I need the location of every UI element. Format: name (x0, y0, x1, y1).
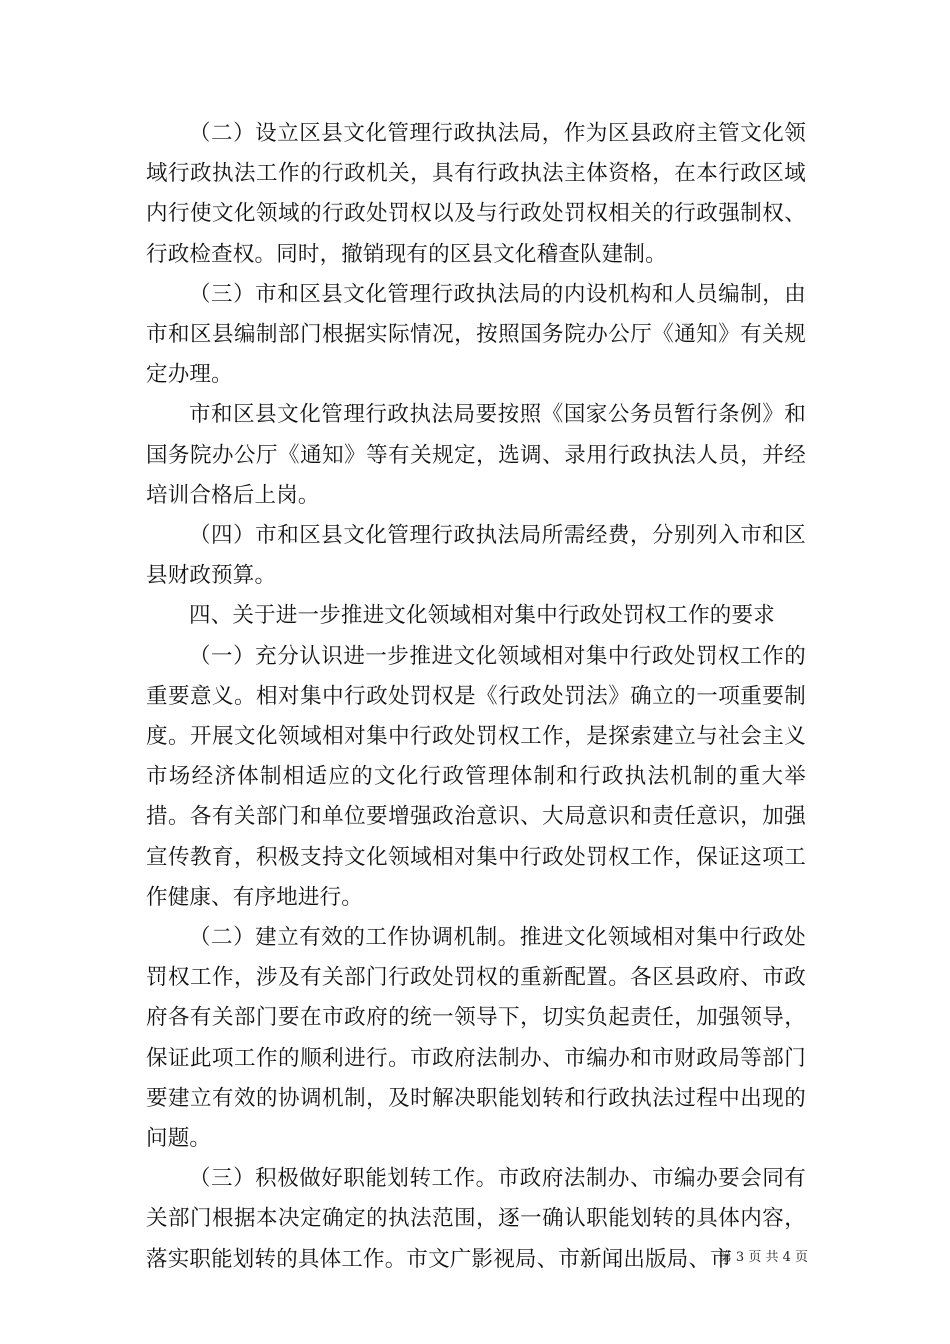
page-number: 第 3 页 共 4 页 (718, 1250, 808, 1265)
paragraph-coordination: （二）建立有效的工作协调机制。推进文化领域相对集中行政处罚权工作，涉及有关部门行政处罚权的重新配置。各区县政府、市政府各有关部门要在市政府的统一领导下，切实负起责任，加强领导，保证此项工作的顺利进行。市政府法制办、市编办和市财政局等部门要建立有效的协调机制，及时解决职能划转和行政执法过程中出现的问题。 (146, 925, 806, 1152)
section-heading-requirements: 四、关于进一步推进文化领域相对集中行政处罚权工作的要求 (189, 603, 775, 629)
paragraph-function-transfer: （三）积极做好职能划转工作。市政府法制办、市编办要会同有关部门根据本决定确定的执法范围，逐一确认职能划转的具体内容，落实职能划转的具体工作。市文广影视局、市新闻出版局、市 (146, 1166, 806, 1272)
document-body (146, 114, 806, 1280)
paragraph-staffing: （三）市和区县文化管理行政执法局的内设机构和人员编制，由市和区县编制部门根据实际情况，按照国务院办公厅《通知》有关规定办理。 (146, 281, 806, 388)
paragraph-significance: （一）充分认识进一步推进文化领域相对集中行政处罚权工作的重要意义。相对集中行政处罚权是《行政处罚法》确立的一项重要制度。开展文化领域相对集中行政处罚权工作，是探索建立与社会主义市场经济体制相适应的文化行政管理体制和行政执法机制的重大举措。各有关部门和单位要增强政治意识、大局意识和责任意识，加强宣传教育，积极支持文化领域相对集中行政处罚权工作，保证这项工作健康、有序地进行。 (146, 643, 806, 910)
paragraph-district-bureau: （二）设立区县文化管理行政执法局，作为区县政府主管文化领域行政执法工作的行政机关，具有行政执法主体资格，在本行政区域内行使文化领域的行政处罚权以及与行政处罚权相关的行政强制权、行政检查权。同时，撤销现有的区县文化稽查队建制。 (146, 121, 806, 267)
paragraph-recruitment: 市和区县文化管理行政执法局要按照《国家公务员暂行条例》和国务院办公厅《通知》等有关规定，选调、录用行政执法人员，并经培训合格后上岗。 (146, 402, 806, 508)
paragraph-funding: （四）市和区县文化管理行政执法局所需经费，分别列入市和区县财政预算。 (146, 523, 806, 589)
